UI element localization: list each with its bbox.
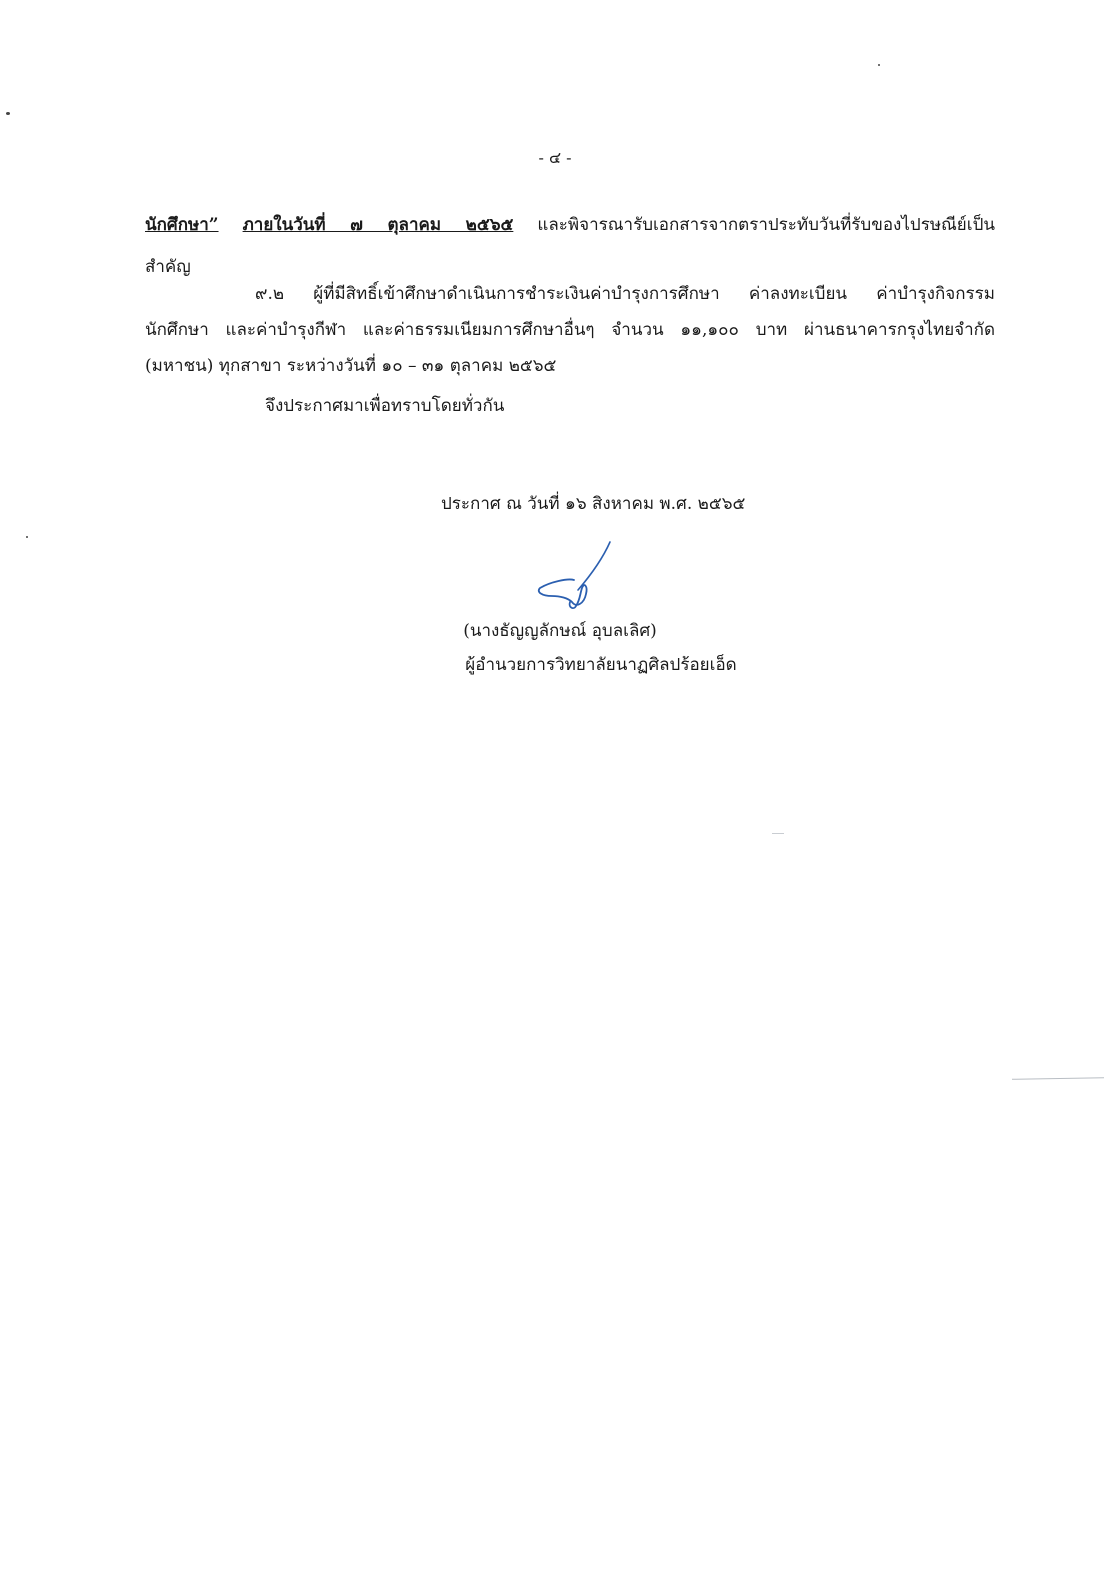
scan-line-mark	[1012, 1077, 1104, 1080]
payment-line-1: ๙.๒ ผู้ที่มีสิทธิ์เข้าศึกษาดำเนินการชำระเงินค่าบำรุงการศึกษา ค่าลงทะเบียน ค่าบำรุงกิจกรรม	[255, 284, 995, 304]
scan-speck	[878, 64, 880, 66]
postmark-clause: และพิจารณารับเอกสารจากตราประทับวันที่รับของไปรษณีย์เป็น	[537, 215, 995, 235]
announcement-date: ประกาศ ณ วันที่ ๑๖ สิงหาคม พ.ศ. ๒๕๖๕	[441, 494, 746, 514]
signer-title: ผู้อำนวยการวิทยาลัยนาฏศิลปร้อยเอ็ด	[465, 655, 737, 675]
scan-speck	[26, 536, 28, 538]
signature-image	[530, 538, 630, 618]
deadline-date: ภายในวันที่ ๗ ตุลาคม ๒๕๖๕	[242, 215, 514, 235]
page-number: - ๔ -	[538, 148, 572, 167]
paragraph-deadline-line-2: สำคัญ	[145, 257, 191, 277]
students-term: นักศึกษา”	[145, 215, 219, 235]
payment-line-2: นักศึกษา และค่าบำรุงกีฬา และค่าธรรมเนียมการศึกษาอื่นๆ จำนวน ๑๑,๑๐๐ บาท ผ่านธนาคารกรุงไทยจำกัด	[145, 320, 995, 340]
scan-line-mark	[772, 833, 784, 834]
scan-speck	[6, 112, 10, 115]
signer-name: (นางธัญญลักษณ์ อุบลเลิศ)	[463, 621, 657, 641]
paragraph-deadline-line-1	[145, 211, 995, 238]
closing-statement: จึงประกาศมาเพื่อทราบโดยทั่วกัน	[265, 396, 505, 416]
payment-line-3: (มหาชน) ทุกสาขา ระหว่างวันที่ ๑๐ – ๓๑ ตุลาคม ๒๕๖๕	[145, 356, 557, 376]
